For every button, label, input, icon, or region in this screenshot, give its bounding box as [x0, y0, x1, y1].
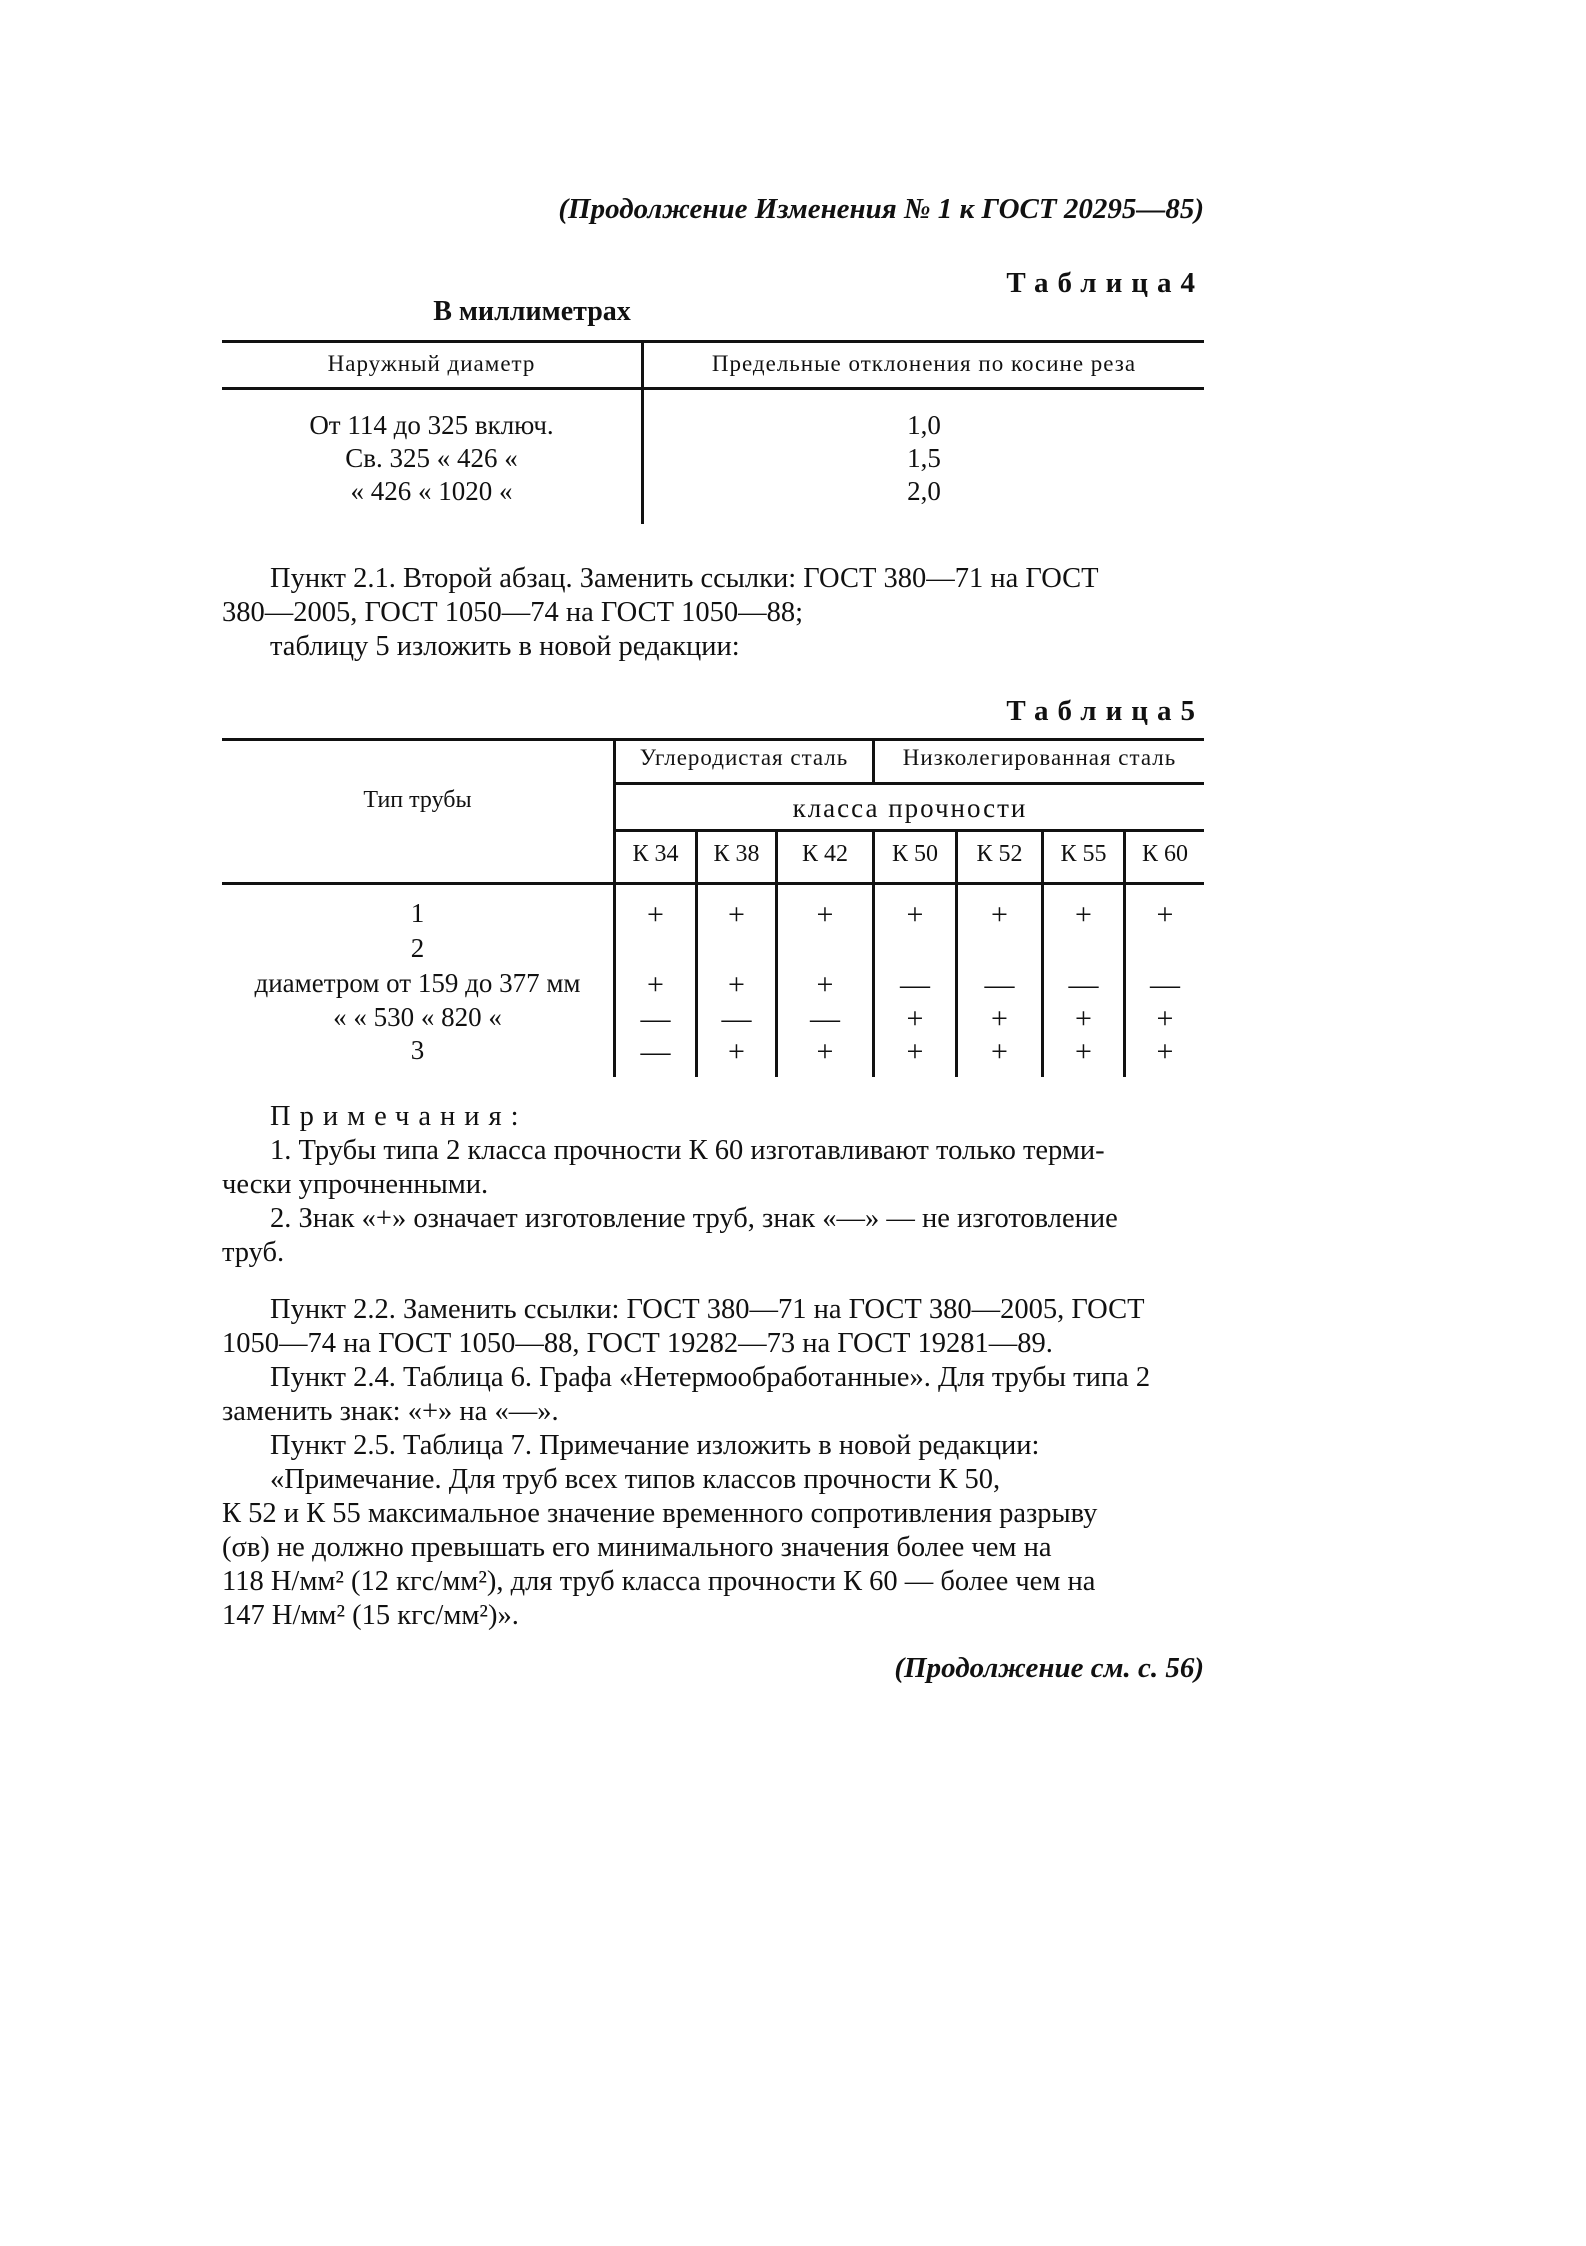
table5-mark: — [810, 1002, 840, 1035]
table4-caption: Таблица4 [1006, 267, 1204, 299]
table5-class-header: К 55 [1060, 841, 1107, 867]
table5-strength-header: класса прочности [792, 793, 1028, 823]
table5-mark: + [991, 1035, 1008, 1068]
table5-type-header: Тип трубы [363, 787, 472, 813]
text-line: заменить знак: «+» на «—». [222, 1396, 559, 1427]
table5-mark: + [1075, 1002, 1092, 1035]
table5-mark: — [1150, 968, 1180, 1001]
text-line: Пункт 2.1. Второй абзац. Заменить ссылки: ГОСТ 380—71 на ГОСТ [270, 563, 1099, 594]
text-line: 1. Трубы типа 2 класса прочности К 60 изготавливают только терми- [270, 1135, 1105, 1166]
table5-row-label: диаметром от 159 до 377 мм [254, 968, 581, 998]
table4-row-diameter: Св. 325 « 426 « [345, 443, 518, 473]
table5-mark: + [816, 1035, 834, 1068]
table5-mark: — [900, 968, 930, 1001]
table5-top-rule [222, 738, 1204, 741]
text-line: 1050—74 на ГОСТ 1050—88, ГОСТ 19282—73 на ГОСТ 19281—89. [222, 1328, 1053, 1359]
table5-class-header: К 50 [891, 841, 938, 867]
text-line: Пункт 2.2. Заменить ссылки: ГОСТ 380—71 на ГОСТ 380—2005, ГОСТ [270, 1294, 1145, 1325]
table5-row-label: 3 [410, 1035, 425, 1065]
table5-caption: Таблица5 [1006, 695, 1204, 727]
table4-col2-header: Предельные отклонения по косине реза [711, 351, 1137, 376]
table4-row-value: 2,0 [907, 476, 941, 506]
text-line: 118 Н/мм² (12 кгс/мм²), для труб класса прочности К 60 — более чем на [222, 1566, 1096, 1597]
text-line: «Примечание. Для труб всех типов классов прочности К 50, [270, 1464, 1001, 1495]
paragraph-2-1 [222, 562, 1204, 664]
text-line: чески упрочненными. [222, 1169, 489, 1200]
table5-mark: + [1075, 1035, 1092, 1068]
table5-mark: + [816, 968, 834, 1001]
table5-group-rule [616, 782, 1204, 785]
table5-mark: — [640, 1035, 671, 1068]
table5-mark: + [1156, 1002, 1174, 1035]
page-footer: (Продолжение см. с. 56) [894, 1652, 1204, 1684]
table5-class-header: К 60 [1141, 841, 1188, 867]
table5-mark: + [647, 968, 664, 1001]
page-header: (Продолжение Изменения № 1 к ГОСТ 20295—85) [558, 193, 1204, 225]
table5-mark: + [647, 898, 664, 931]
table5-mark: + [906, 1035, 924, 1068]
document-page [222, 0, 1204, 2246]
table5-header-rule [222, 882, 1204, 885]
text-line: 2. Знак «+» означает изготовление труб, знак «—» — не изготовление [270, 1203, 1118, 1234]
table4-row-diameter: « 426 « 1020 « [350, 476, 513, 506]
text-line: Пункт 2.4. Таблица 6. Графа «Нетермообработанные». Для трубы типа 2 [270, 1362, 1151, 1393]
table4-col1-header: Наружный диаметр [327, 351, 536, 376]
table4-row-value: 1,5 [907, 443, 941, 473]
table4-units: В миллиметрах [433, 296, 631, 327]
table5-mark: + [991, 898, 1008, 931]
text-line: 147 Н/мм² (15 кгс/мм²)». [222, 1600, 519, 1631]
table5-row-label: 1 [410, 898, 425, 928]
table5-class-header: К 34 [632, 841, 679, 867]
table5-mark: + [728, 898, 745, 931]
table4-top-rule [222, 340, 1204, 343]
table5-notes [222, 1100, 1204, 1270]
table5-class-header: К 42 [801, 841, 848, 867]
table5-group-carbon: Углеродистая сталь [639, 745, 849, 770]
table5-mark: — [1068, 968, 1099, 1001]
table5-mark: + [1156, 898, 1174, 931]
text-line: таблицу 5 изложить в новой редакции: [270, 631, 740, 662]
table5-class-header: К 38 [713, 841, 760, 867]
table4-row-value: 1,0 [907, 410, 941, 440]
table5-mark: + [906, 1002, 924, 1035]
table5-mark: + [728, 968, 745, 1001]
table5-group-lowalloy: Низколегированная сталь [902, 745, 1177, 770]
table5-mark: — [640, 1002, 671, 1035]
table4-row-diameter: От 114 до 325 включ. [309, 410, 554, 440]
table5-mark: + [991, 1002, 1008, 1035]
table5-mark: + [1156, 1035, 1174, 1068]
notes-title: Примечания: [270, 1101, 528, 1132]
text-line: труб. [222, 1237, 285, 1268]
table5-mark: + [816, 898, 834, 931]
table4-header-rule [222, 387, 1204, 390]
text-line: 380—2005, ГОСТ 1050—74 на ГОСТ 1050—88; [222, 597, 804, 628]
table5-mark: — [984, 968, 1015, 1001]
table5-mark: + [906, 898, 924, 931]
text-line: (σв) не должно превышать его минимального значения более чем на [222, 1532, 1052, 1563]
table5-row-label: « « 530 « 820 « [333, 1002, 502, 1032]
text-line: Пункт 2.5. Таблица 7. Примечание изложить в новой редакции: [270, 1430, 1040, 1461]
table5-row-label: 2 [410, 933, 425, 963]
table5-strength-rule [616, 829, 1204, 832]
table5-class-header: К 52 [976, 841, 1023, 867]
table5-mark: — [721, 1002, 752, 1035]
text-line: К 52 и К 55 максимальное значение временного сопротивления разрыву [222, 1498, 1098, 1529]
table5-mark: + [728, 1035, 745, 1068]
table5-mark: + [1075, 898, 1092, 931]
paragraph-2-2 [222, 1293, 1204, 1633]
